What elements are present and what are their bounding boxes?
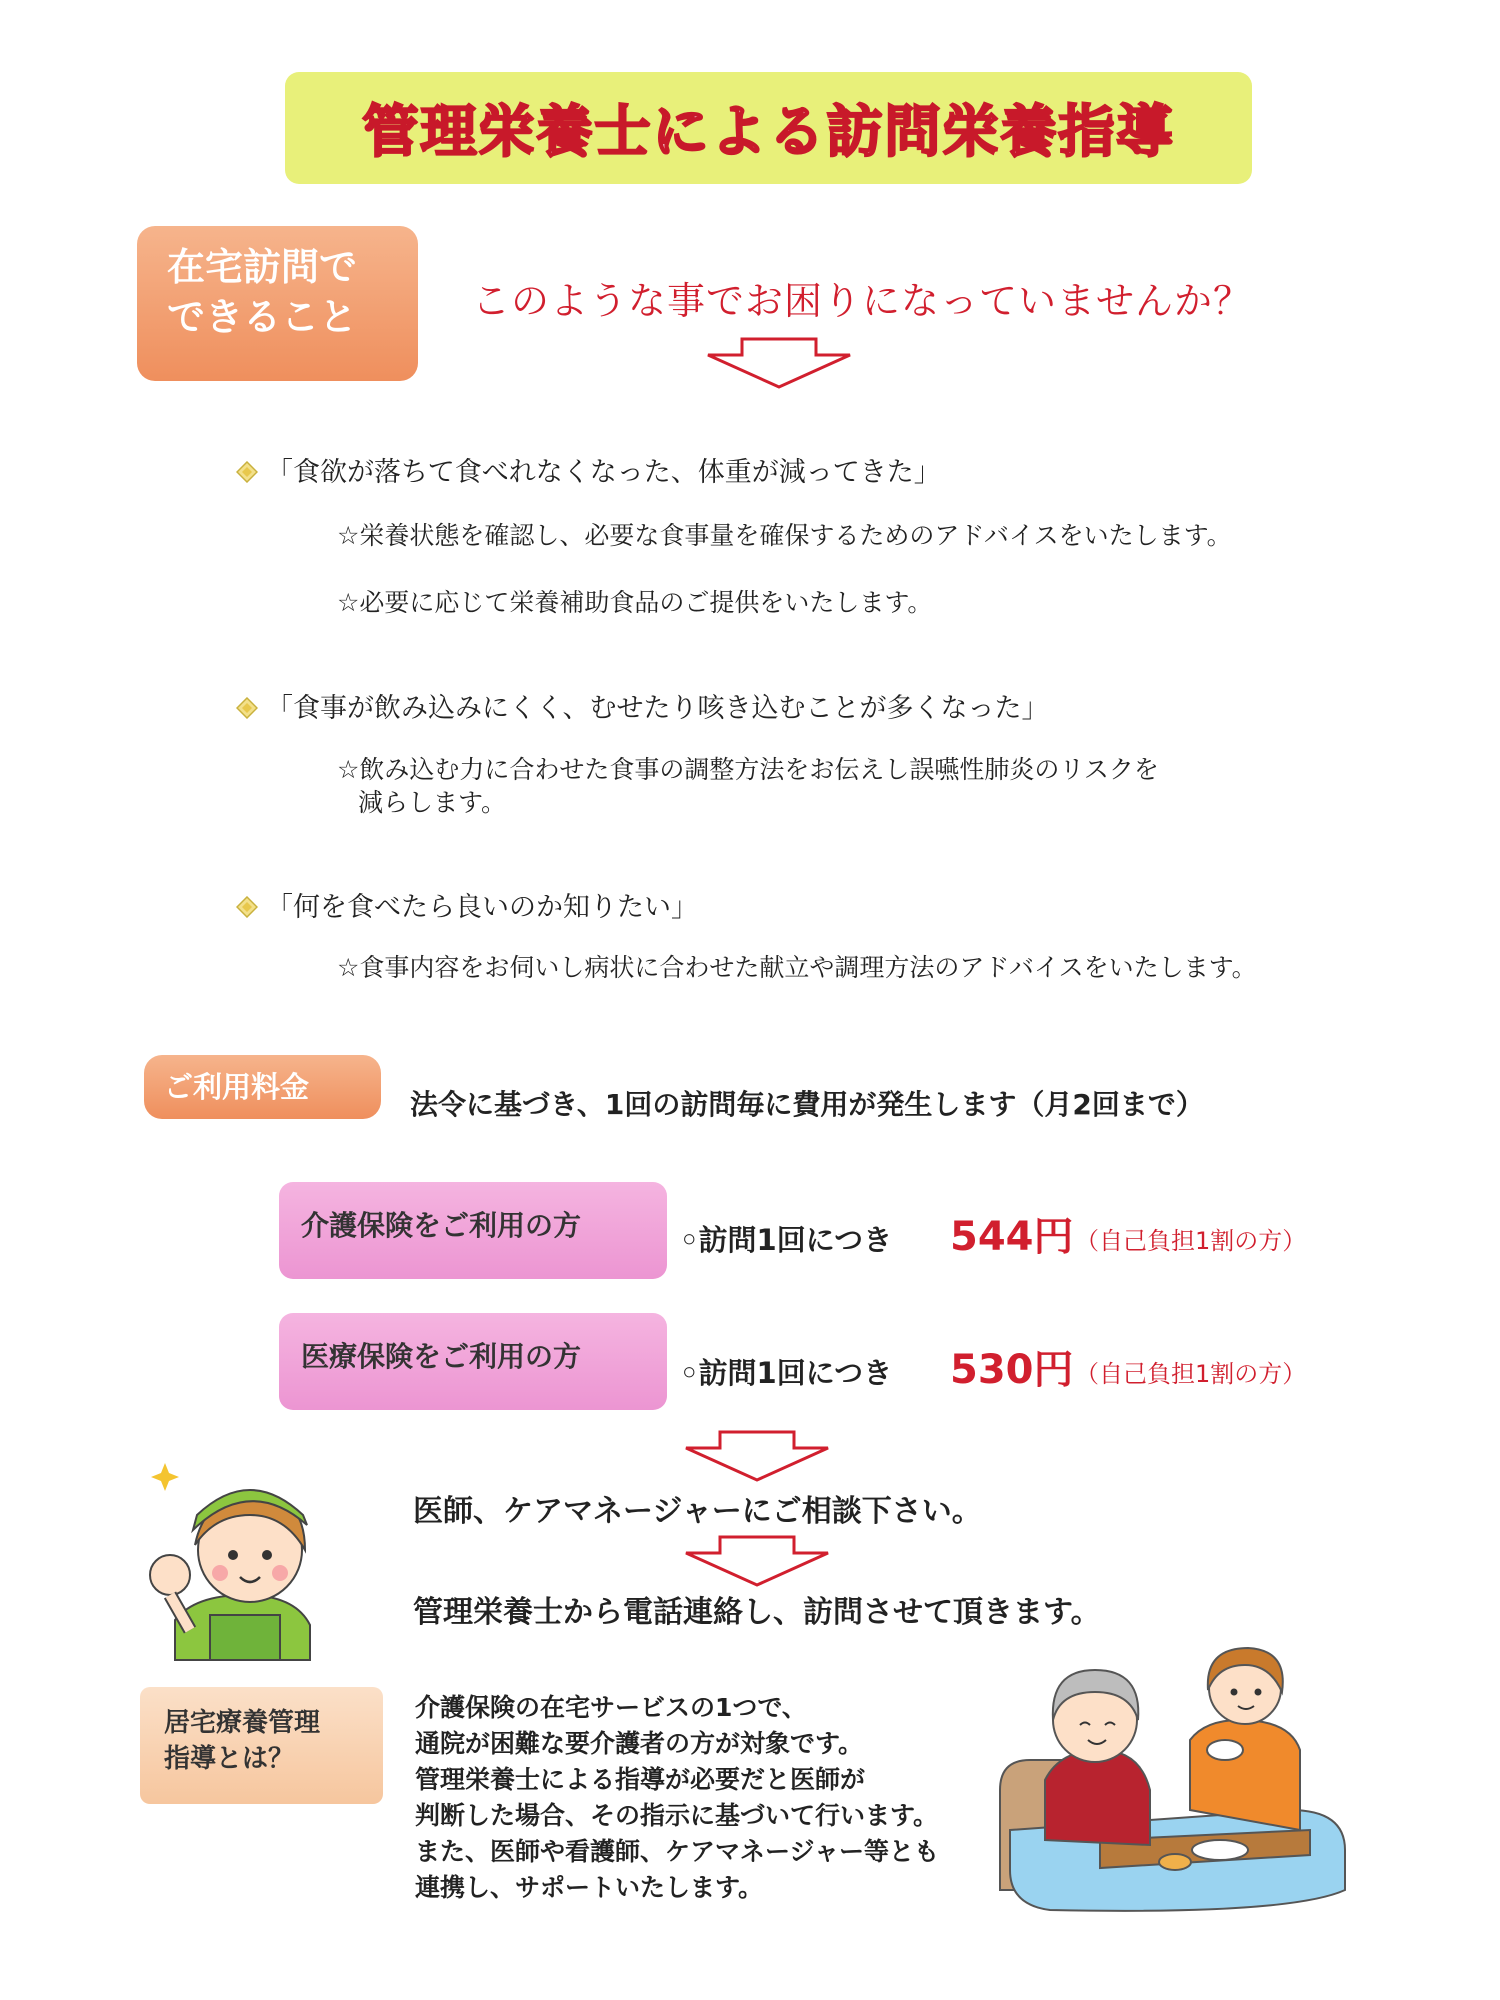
per-visit-text: ◦訪問1回につき [680,1223,893,1257]
down-arrow-icon [682,1430,832,1482]
description-line: また、医師や看護師、ケアマネージャー等とも [415,1837,940,1866]
question-heading: このような事でお困りになっていませんか？ [472,279,1253,323]
section-label-kyotaku [140,1687,383,1804]
concern-heading-1 [236,450,941,489]
concern-detail: ☆栄養状態を確認し、必要な食事量を確保するためのアドバイスをいたします。 [337,521,1232,550]
concern-heading-text: 「食事が飲み込みにくく、むせたり咳き込むことが多くなった」 [266,693,1049,724]
price-note: （自己負担1割の方） [1075,1360,1307,1388]
diamond-bullet-icon [236,697,258,719]
per-visit-text: ◦訪問1回につき [680,1356,893,1390]
price-note: （自己負担1割の方） [1075,1227,1307,1255]
description-line: 通院が困難な要介護者の方が対象です。 [415,1729,864,1758]
concern-detail: 減らします。 [358,788,507,817]
description-line: 連携し、サポートいたします。 [415,1873,764,1902]
concern-detail: ☆飲み込む力に合わせた食事の調整方法をお伝えし誤嚥性肺炎のリスクを [337,755,1159,784]
label-line: できること [167,295,358,339]
price-medical: 530円 [950,1347,1074,1393]
section-label-fees: ご利用料金 [144,1055,381,1119]
down-arrow-icon [704,337,854,389]
care-illustration [990,1640,1355,1920]
kyotaku-description [415,1690,939,1906]
description-line: 介護保険の在宅サービスの1つで、 [415,1693,807,1722]
concern-heading-text: 「食欲が落ちて食べれなくなった、体重が減ってきた」 [266,457,941,488]
title-banner [285,72,1252,184]
diamond-bullet-icon [236,896,258,918]
diamond-bullet-icon [236,461,258,483]
concern-heading-text: 「何を食べたら良いのか知りたい」 [266,892,698,923]
insurance-label-care: 介護保険をご利用の方 [279,1182,667,1279]
concern-heading-2 [236,686,1048,725]
down-arrow-icon [682,1535,832,1587]
concern-heading-3 [236,885,698,924]
fee-description: 法令に基づき、1回の訪問毎に費用が発生します（月2回まで） [410,1088,1204,1121]
label-line: 在宅訪問で [167,245,358,289]
section-label-can-do [137,226,418,381]
price-care: 544円 [950,1214,1074,1260]
page-title: 管理栄養士による訪問栄養指導 [362,100,1175,165]
insurance-label-medical: 医療保険をご利用の方 [279,1313,667,1410]
nutritionist-illustration [135,1455,335,1665]
description-line: 判断した場合、その指示に基づいて行います。 [415,1801,939,1830]
flow-step-1: 医師、ケアマネージャーにご相談下さい。 [413,1494,982,1529]
label-line: 指導とは？ [164,1744,295,1774]
concern-detail: ☆食事内容をお伺いし病状に合わせた献立や調理方法のアドバイスをいたします。 [337,953,1257,982]
label-line: 居宅療養管理 [164,1708,321,1738]
concern-detail: ☆必要に応じて栄養補助食品のご提供をいたします。 [337,588,933,617]
flow-step-2: 管理栄養士から電話連絡し、訪問させて頂きます。 [413,1595,1101,1630]
description-line: 管理栄養士による指導が必要だと医師が [415,1765,866,1794]
